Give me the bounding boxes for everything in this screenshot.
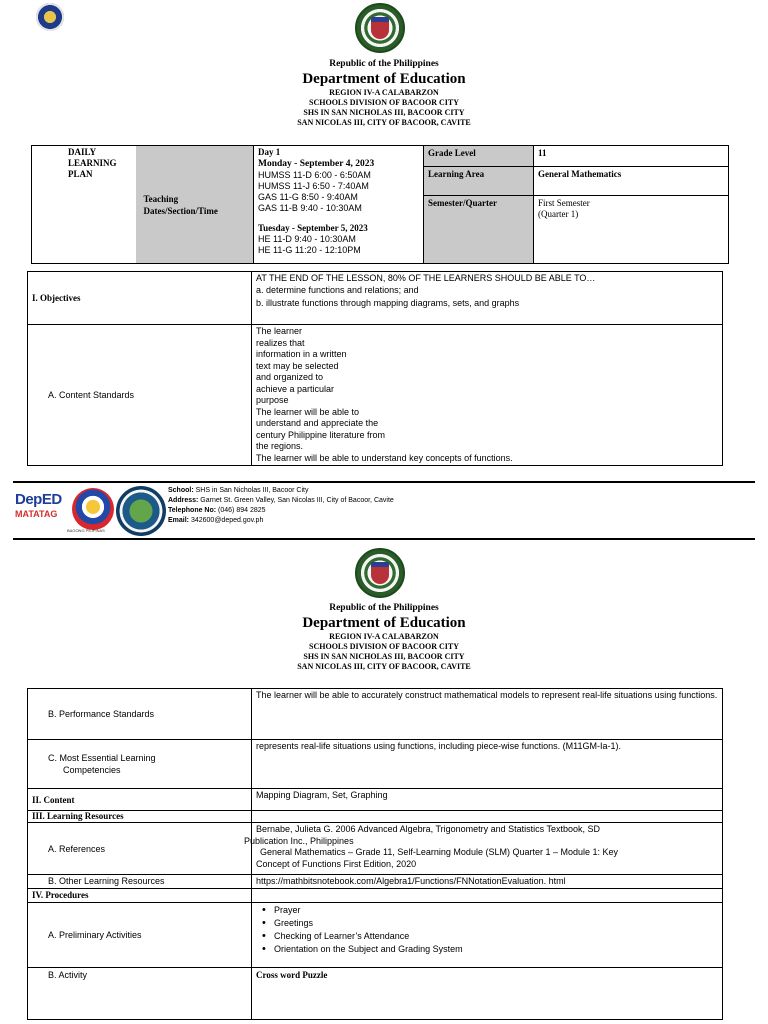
content-standards-cell: The learner realizes that information in a written text may be selected and organized to achieve a particular purpose The learner will be able to understand and appreciate the century Philippine literature from the regions. The learner will be able to understand key concepts of functions.	[252, 325, 723, 466]
learning-resources-cell	[252, 811, 723, 823]
learning-resources-label: III. Learning Resources	[28, 811, 252, 823]
division-text: SCHOOLS DIVISION OF BACOOR CITY	[309, 642, 459, 651]
procedures-label: IV. Procedures	[28, 889, 252, 903]
department-title: Department of Education	[302, 71, 466, 87]
school-seal-icon	[116, 486, 166, 536]
division-text: SCHOOLS DIVISION OF BACOOR CITY	[309, 98, 459, 107]
teaching-dates-label: Teaching Dates/Section/Time	[136, 146, 254, 264]
dlp-title-cell: DAILY LEARNING PLAN	[32, 146, 136, 264]
list-item: • Orientation on the Subject and Grading System	[274, 943, 718, 956]
procedures-cell	[252, 889, 723, 903]
objectives-label: I. Objectives	[28, 272, 252, 325]
schedule-row: GAS 11-G 8:50 - 9:40AM	[258, 192, 358, 202]
lesson-plan-table	[27, 688, 723, 1020]
preliminary-activities-label: A. Preliminary Activities	[28, 903, 252, 968]
department-title: Department of Education	[302, 615, 466, 631]
address-text: SAN NICOLAS III, CITY OF BACOOR, CAVITE	[297, 118, 471, 127]
school-text: SHS IN SAN NICHOLAS III, BACOOR CITY	[303, 652, 465, 661]
content-standards-label: A. Content Standards	[28, 325, 252, 466]
footer-top-rule	[13, 481, 755, 483]
corner-seal-icon	[36, 3, 64, 31]
schedule-row: HUMSS 11-D 6:00 - 6:50AM	[258, 170, 371, 180]
activity-cell: Cross word Puzzle	[252, 968, 723, 1020]
republic-text: Republic of the Philippines	[329, 603, 439, 613]
objectives-cell: AT THE END OF THE LESSON, 80% OF THE LEARNERS SHOULD BE ABLE TO… a. determine functions and relations; and b. illustrate functions through mapping diagrams, sets, and graphs	[252, 272, 723, 325]
info-values-cell: 11 General Mathematics First Semester (Quarter 1)	[534, 146, 729, 264]
republic-text: Republic of the Philippines	[329, 59, 439, 69]
page-header	[0, 603, 768, 672]
footer-contact: School: SHS in San Nicholas III, Bacoor City Address: Garnet St. Green Valley, San Nicolas III, City of Bacoor, Cavite Telephone No: (046) 894 2825 Email: 342600@deped.gov.ph	[168, 487, 394, 524]
references-cell: Bernabe, Julieta G. 2006 Advanced Algebra, Trigonometry and Statistics Textbook, SD Publication Inc., Philippines General Mathematics – Grade 11, Self-Learning Module (SLM) Quarter 1 – Module 1: Key Concept of Functions First Edition, 2020	[252, 823, 723, 875]
school-text: SHS IN SAN NICHOLAS III, BACOOR CITY	[303, 108, 465, 117]
bagong-pilipinas-logo-icon	[72, 488, 114, 530]
list-item: • Checking of Learner’s Attendance	[274, 930, 718, 943]
info-labels-cell: Grade Level Learning Area Semester/Quarter	[424, 146, 534, 264]
schedule-row: HUMSS 11-J 6:50 - 7:40AM	[258, 181, 369, 191]
schedule-cell: Day 1 Monday - September 4, 2023 HUMSS 11-D 6:00 - 6:50AM HUMSS 11-J 6:50 - 7:40AM GAS 11-G 8:50 - 9:40AM GAS 11-B 9:40 - 10:30AM Tuesday - September 5, 2023 HE 11-D 9:40 - 10:30AM HE 11-G 11:20 - 12:10PM	[254, 146, 424, 264]
performance-standards-cell: The learner will be able to accurately construct mathematical models to represent real-life situations using functions.	[252, 689, 723, 740]
region-text: REGION IV-A CALABARZON	[329, 88, 439, 97]
list-item: • Greetings	[274, 917, 718, 930]
address-text: SAN NICOLAS III, CITY OF BACOOR, CAVITE	[297, 662, 471, 671]
other-resources-label: B. Other Learning Resources	[28, 875, 252, 889]
region-text: REGION IV-A CALABARZON	[329, 632, 439, 641]
page-header	[0, 59, 768, 128]
content-label: II. Content	[28, 789, 252, 811]
deped-matatag-logo: DepED MATATAG	[15, 491, 62, 519]
references-label: A. References	[28, 823, 252, 875]
footer-bottom-rule	[13, 538, 755, 540]
performance-standards-label: B. Performance Standards	[28, 689, 252, 740]
melc-label: C. Most Essential Learning Competencies	[28, 740, 252, 789]
content-cell: Mapping Diagram, Set, Graphing	[252, 789, 723, 811]
activity-label: B. Activity	[28, 968, 252, 1020]
schedule-row: HE 11-G 11:20 - 12:10PM	[258, 245, 361, 255]
other-resources-link[interactable]: https://mathbitsnotebook.com/Algebra1/Functions/FNNotationEvaluation. html	[252, 875, 723, 889]
dlp-header-table	[31, 145, 729, 264]
objectives-table	[27, 271, 723, 466]
deped-seal-icon	[355, 548, 405, 598]
list-item: • Prayer	[274, 904, 718, 917]
melc-cell: represents real-life situations using functions, including piece-wise functions. (M11GM-Ia-1).	[252, 740, 723, 789]
preliminary-activities-cell	[252, 903, 723, 968]
schedule-row: GAS 11-B 9:40 - 10:30AM	[258, 203, 362, 213]
bagong-pilipinas-caption: BAGONG PILIPINAS	[67, 528, 105, 533]
schedule-row: HE 11-D 9:40 - 10:30AM	[258, 234, 356, 244]
deped-seal-icon	[355, 3, 405, 53]
